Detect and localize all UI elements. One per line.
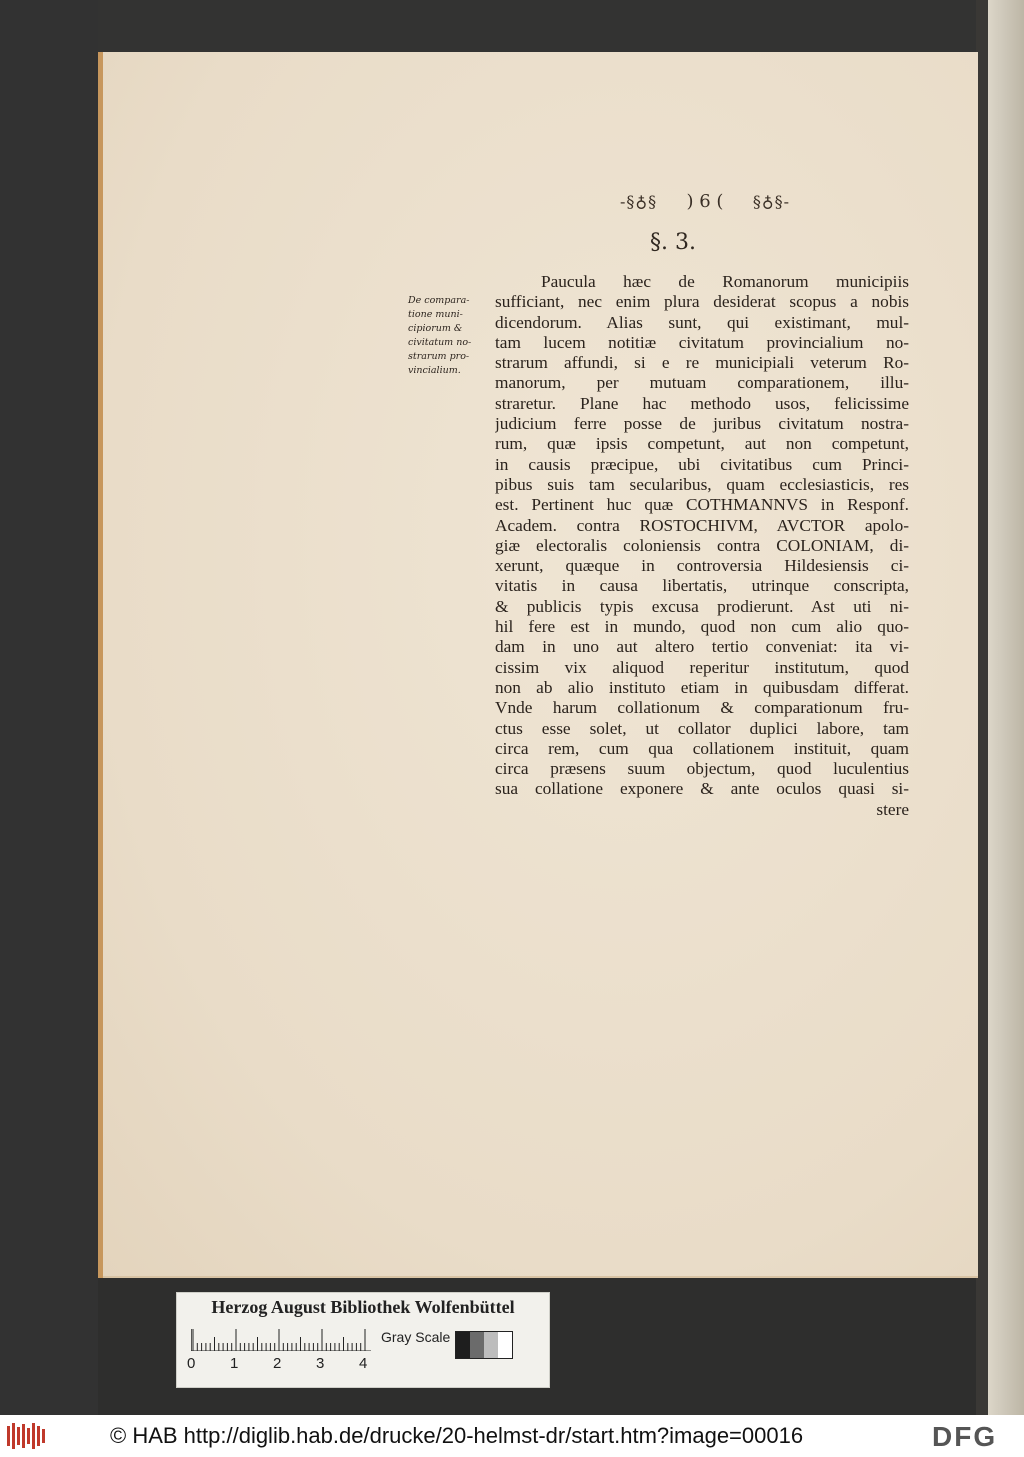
text-line: circa rem, cum qua collationem instituit, quam <box>495 738 909 758</box>
text-line: pibus suis tam secularibus, quam ecclesiasticis, res <box>495 474 909 494</box>
ruler-number: 4 <box>359 1355 368 1372</box>
color-calibration-card <box>176 1292 550 1388</box>
header-ornament-left: -§♁§ <box>620 191 658 211</box>
text-line: circa præsens suum objectum, quod luculentius <box>495 759 909 779</box>
section-title: §. 3. <box>650 230 696 255</box>
text-line: sua collatione exponere & ante oculos quasi si- <box>495 779 909 799</box>
text-line: Academ. contra ROSTOCHIVM, AVCTOR apolo- <box>495 515 909 535</box>
text-line: hil fere est in mundo, quod non cum alio quo- <box>495 617 909 637</box>
ruler-number: 1 <box>230 1355 239 1372</box>
ruler <box>191 1329 371 1351</box>
text-line: & publicis typis excusa prodierunt. Ast uti ni- <box>495 596 909 616</box>
marginal-note-line: tione muni- <box>408 309 463 320</box>
ruler-number: 0 <box>187 1355 196 1372</box>
text-line: non ab alio instituto etiam in quibusdam differat. <box>495 677 909 697</box>
text-line: rum, quæ ipsis competunt, aut non competunt, <box>495 434 909 454</box>
ruler-number: 2 <box>273 1355 282 1372</box>
marginal-note <box>408 294 494 378</box>
hab-logo-icon <box>6 1422 46 1450</box>
ruler-numbers <box>187 1355 387 1373</box>
text-line: manorum, per mutuam comparationem, illu- <box>495 373 909 393</box>
text-line: straretur. Plane hac methodo usos, felicissime <box>495 393 909 413</box>
text-line: judicium ferre posse de juribus civitatum nostra- <box>495 414 909 434</box>
gray-swatch-patch <box>484 1332 498 1358</box>
card-title: Herzog August Bibliothek Wolfenbüttel <box>211 1297 515 1317</box>
text-line: stere <box>876 799 909 819</box>
header-ornament-right: §♁§- <box>752 191 790 211</box>
marginal-note-line: cipiorum & <box>408 323 463 334</box>
text-line: dicendorum. Alias sunt, qui existimant, mul- <box>495 312 909 332</box>
marginal-note-line: vincialium. <box>408 365 461 376</box>
text-line: vitatis in causa libertatis, utrinque conscripta, <box>495 576 909 596</box>
text-line: cissim vix aliquod reperitur institutum, quod <box>495 657 909 677</box>
text-line: ctus esse solet, ut collator duplici labore, tam <box>495 718 909 738</box>
text-line: xerunt, quæque in controversia Hildesiensis ci- <box>495 556 909 576</box>
gray-swatch-patch <box>498 1332 512 1358</box>
gray-scale-swatch <box>455 1331 513 1359</box>
text-line: dam in uno aut altero tertio conveniat: ita vi- <box>495 637 909 657</box>
text-line: in causis præcipue, ubi civitatibus cum Princi- <box>495 454 909 474</box>
gray-swatch-patch <box>470 1332 484 1358</box>
text-line: strarum affundi, si e re municipiali veterum Ro- <box>495 353 909 373</box>
scan-background-left <box>0 0 98 1415</box>
text-line: giæ electoralis coloniensis contra COLONIAM, di- <box>495 535 909 555</box>
ruler-number: 3 <box>316 1355 325 1372</box>
scan-background-top <box>0 0 1024 52</box>
text-line: sufficiant, nec enim plura desiderat scopus a nobis <box>495 292 909 312</box>
page-edge <box>98 52 103 1278</box>
gray-swatch-patch <box>456 1332 470 1358</box>
marginal-note-line: civitatum no- <box>408 337 472 348</box>
running-header <box>620 188 790 214</box>
marginal-note-line: De compara- <box>408 295 470 306</box>
marginal-note-line: strarum pro- <box>408 351 470 362</box>
next-page-edge <box>988 0 1024 1415</box>
text-line: tam lucem notitiæ civitatum provincialium no- <box>495 332 909 352</box>
gray-scale-label: Gray Scale <box>381 1329 451 1345</box>
footer-url[interactable]: © HAB http://diglib.hab.de/drucke/20-helmst-dr/start.htm?image=00016 <box>110 1423 804 1448</box>
footer-bar <box>0 1415 1024 1457</box>
page-number: ) 6 ( <box>686 190 724 212</box>
text-line: est. Pertinent huc quæ COTHMANNVS in Responf. <box>495 495 909 515</box>
body-text <box>495 272 909 820</box>
text-line: Vnde harum collationum & comparationum fru- <box>495 698 909 718</box>
text-line: Paucula hæc de Romanorum municipiis <box>541 272 909 291</box>
dfg-logo: DFG <box>932 1421 998 1452</box>
